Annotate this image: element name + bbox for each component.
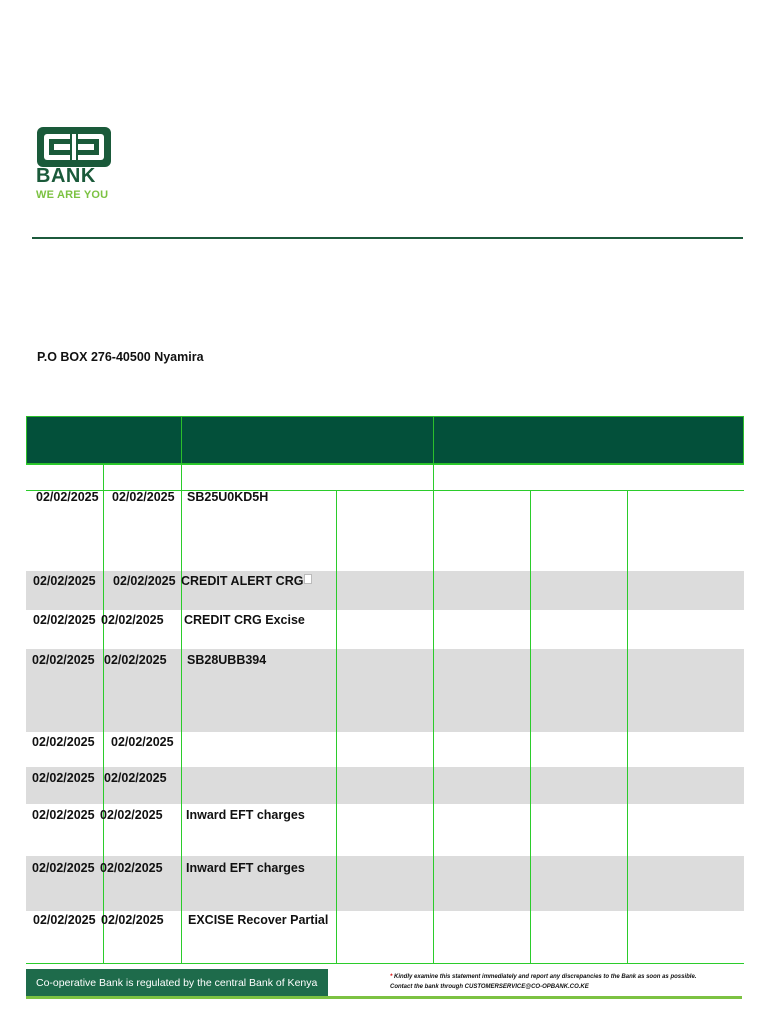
description: EXCISE Recover Partial — [188, 913, 329, 927]
grid-line — [530, 490, 531, 963]
description: CREDIT ALERT CRG — [181, 574, 304, 588]
value-date: 02/02/2025 — [100, 808, 163, 822]
value-date: 02/02/2025 — [113, 574, 176, 588]
footer-accent-line — [26, 996, 742, 999]
grid-line — [103, 464, 104, 963]
customer-address: P.O BOX 276-40500 Nyamira — [37, 350, 204, 364]
footer-note — [390, 972, 696, 992]
txn-date: 02/02/2025 — [33, 613, 96, 627]
grid-line — [26, 464, 744, 465]
missing-glyph-icon — [304, 574, 312, 584]
note-line-2: Contact the bank through CUSTOMERSERVICE@CO-OPBANK.CO.KE — [390, 984, 589, 990]
co-op-logo-icon — [36, 126, 112, 168]
note-star: * — [390, 974, 393, 980]
grid-line — [336, 490, 337, 963]
txn-date: 02/02/2025 — [36, 490, 99, 504]
value-date: 02/02/2025 — [101, 913, 164, 927]
value-date: 02/02/2025 — [101, 613, 164, 627]
value-date: 02/02/2025 — [112, 490, 175, 504]
description: SB25U0KD5H — [187, 490, 269, 504]
txn-date: 02/02/2025 — [33, 574, 96, 588]
grid-line — [627, 490, 628, 963]
value-date: 02/02/2025 — [111, 735, 174, 749]
regulation-text: Co-operative Bank is regulated by the central Bank of Kenya — [36, 977, 318, 989]
bank-tagline: WE ARE YOU — [36, 189, 109, 201]
txn-date: 02/02/2025 — [32, 861, 95, 875]
description: Inward EFT charges — [186, 808, 305, 822]
regulation-banner — [26, 969, 328, 996]
grid-line — [181, 464, 182, 963]
value-date: 02/02/2025 — [104, 653, 167, 667]
grid-line — [26, 963, 744, 964]
value-date: 02/02/2025 — [100, 861, 163, 875]
txn-date: 02/02/2025 — [32, 771, 95, 785]
txn-date: 02/02/2025 — [32, 808, 95, 822]
txn-date: 02/02/2025 — [32, 735, 95, 749]
grid-line — [433, 464, 434, 963]
table-header — [26, 416, 744, 464]
value-date: 02/02/2025 — [104, 771, 167, 785]
txn-date: 02/02/2025 — [32, 653, 95, 667]
description: CREDIT CRG Excise — [184, 613, 305, 627]
bank-logo — [36, 126, 116, 168]
bank-wordmark: BANK — [36, 165, 96, 187]
header-divider-2 — [433, 417, 434, 463]
header-divider — [32, 237, 743, 239]
description: Inward EFT charges — [186, 861, 305, 875]
header-divider-1 — [181, 417, 182, 463]
description-cell — [181, 574, 312, 588]
txn-date: 02/02/2025 — [33, 913, 96, 927]
note-line-1: Kindly examine this statement immediately and report any discrepancies to the Bank as soon as possible. — [394, 974, 697, 980]
description: SB28UBB394 — [187, 653, 267, 667]
